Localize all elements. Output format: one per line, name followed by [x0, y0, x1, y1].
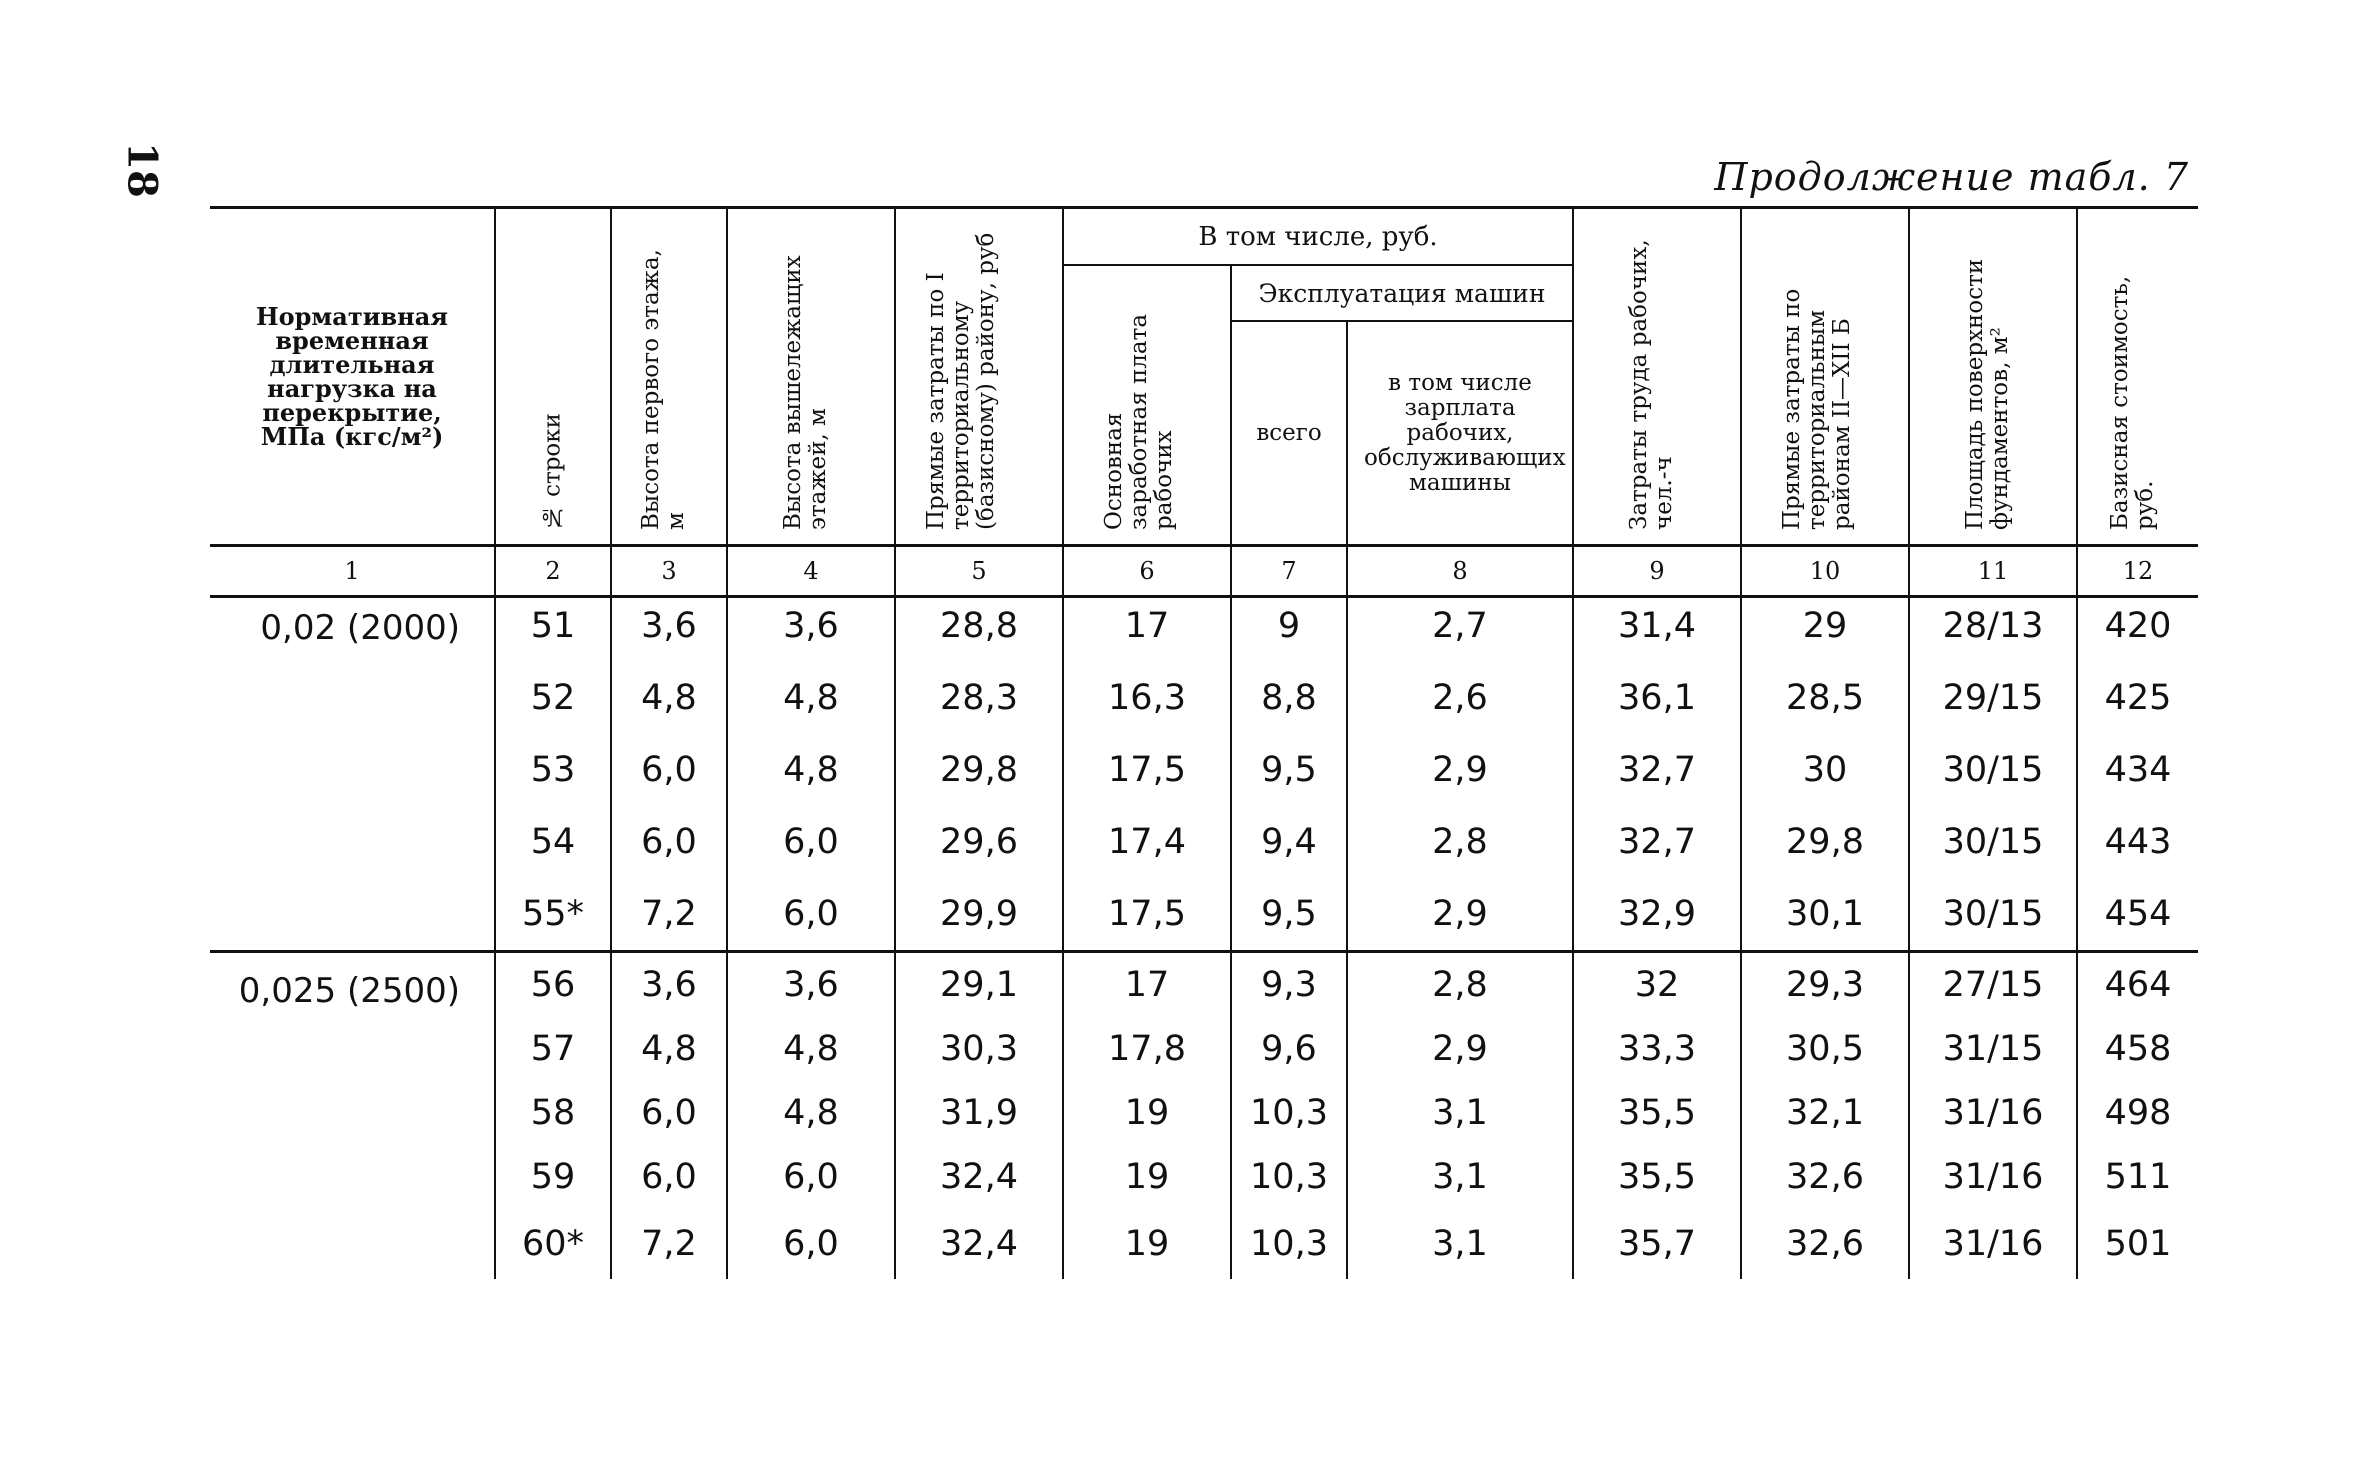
header-machines-wages-label: в том числе зарплата рабочих, обслуживающих машины [1364, 369, 1566, 496]
header-load [210, 208, 495, 546]
table-cell: 17 [1063, 590, 1231, 662]
header-row-no [495, 208, 611, 546]
table-caption: Продолжение табл. 7 [1714, 155, 2189, 199]
table-cell: 52 [495, 662, 611, 734]
table-cell: 54 [495, 806, 611, 878]
table-cell: 32,6 [1741, 1145, 1909, 1209]
table-cell: 29,1 [895, 952, 1063, 1018]
header-wages-label: Основная заработная плата рабочих [1101, 313, 1177, 530]
header-row-no-label: № строки [539, 412, 566, 530]
table-cell: 2,9 [1347, 1017, 1573, 1081]
header-direct-2-12-label: Прямые затраты по территориальным районам II—XII Б [1779, 288, 1856, 530]
table-cell: 29/15 [1909, 662, 2077, 734]
table-row [210, 806, 2198, 878]
table-cell: 10,3 [1231, 1081, 1347, 1145]
table-cell: 3,1 [1347, 1081, 1573, 1145]
table-cell: 2,9 [1347, 878, 1573, 952]
table-cell: 425 [2077, 662, 2198, 734]
table-cell: 8,8 [1231, 662, 1347, 734]
col-number: 9 [1573, 546, 1741, 597]
table-cell: 3,1 [1347, 1145, 1573, 1209]
table-cell: 30,1 [1741, 878, 1909, 952]
col-number: 6 [1063, 546, 1231, 597]
table-row [210, 1017, 2198, 1081]
table-cell: 434 [2077, 734, 2198, 806]
table-cell: 2,8 [1347, 806, 1573, 878]
table-cell: 454 [2077, 878, 2198, 952]
header-machines-wages [1347, 321, 1573, 546]
table-cell: 32 [1573, 952, 1741, 1018]
table-cell: 19 [1063, 1081, 1231, 1145]
table-cell: 4,8 [727, 662, 895, 734]
table-cell: 7,2 [611, 1209, 727, 1279]
table-cell: 17,5 [1063, 734, 1231, 806]
table-cell: 27/15 [1909, 952, 2077, 1018]
table-cell: 28/13 [1909, 590, 2077, 662]
table-cell: 3,1 [1347, 1209, 1573, 1279]
table-cell: 28,3 [895, 662, 1063, 734]
table-cell: 30,5 [1741, 1017, 1909, 1081]
header-base-cost-label: Базисная стоимость, руб. [2107, 275, 2159, 530]
table-row [210, 878, 2198, 952]
table-cell: 6,0 [727, 1209, 895, 1279]
load-cell: 0,02 (2000) [210, 590, 495, 952]
table-cell: 32,4 [895, 1145, 1063, 1209]
table-cell: 60* [495, 1209, 611, 1279]
table-cell: 30/15 [1909, 878, 2077, 952]
header-foundation-area [1909, 208, 2077, 546]
col-number: 5 [895, 546, 1063, 597]
table-cell: 31/15 [1909, 1017, 2077, 1081]
header-group-total [1063, 208, 1573, 266]
header-h-first-label: Высота первого этажа, м [638, 249, 689, 530]
col-number: 1 [210, 546, 495, 597]
table-cell: 29,8 [1741, 806, 1909, 878]
col-number: 10 [1741, 546, 1909, 597]
table-cell: 17,5 [1063, 878, 1231, 952]
table-row [210, 590, 2198, 662]
table-cell: 28,5 [1741, 662, 1909, 734]
table-cell: 501 [2077, 1209, 2198, 1279]
table-cell: 511 [2077, 1145, 2198, 1209]
table-cell: 10,3 [1231, 1145, 1347, 1209]
table-cell: 2,8 [1347, 952, 1573, 1018]
table-row [210, 1081, 2198, 1145]
col-number: 12 [2077, 546, 2198, 597]
table-cell: 31,9 [895, 1081, 1063, 1145]
table-cell: 9,5 [1231, 878, 1347, 952]
table-row [210, 734, 2198, 806]
table-cell: 6,0 [727, 806, 895, 878]
table-cell: 3,6 [611, 952, 727, 1018]
table-cell: 6,0 [727, 878, 895, 952]
table-cell: 3,6 [611, 590, 727, 662]
header-group-total-label: В том числе, руб. [1198, 221, 1438, 252]
header-direct-1 [895, 208, 1063, 546]
load-cell: 0,025 (2500) [238, 971, 460, 1011]
table-cell: 16,3 [1063, 662, 1231, 734]
table-cell: 35,7 [1573, 1209, 1741, 1279]
header-wages [1063, 265, 1231, 546]
table-cell: 33,3 [1573, 1017, 1741, 1081]
col-number: 2 [495, 546, 611, 597]
table-cell: 6,0 [727, 1145, 895, 1209]
table-cell: 19 [1063, 1145, 1231, 1209]
table-cell: 35,5 [1573, 1145, 1741, 1209]
table-cell: 17,4 [1063, 806, 1231, 878]
table-cell: 19 [1063, 1209, 1231, 1279]
table-cell: 32,4 [895, 1209, 1063, 1279]
table-cell: 31/16 [1909, 1209, 2077, 1279]
header-base-cost [2077, 208, 2198, 546]
table-cell: 3,6 [727, 952, 895, 1018]
table-cell: 4,8 [611, 662, 727, 734]
table-cell: 9,5 [1231, 734, 1347, 806]
table-row [210, 952, 2198, 1018]
table-row [210, 1209, 2198, 1279]
table-cell: 498 [2077, 1081, 2198, 1145]
header-h-upper-label: Высота вышележащих этажей, м [780, 255, 831, 530]
col-number: 3 [611, 546, 727, 597]
table-cell: 2,9 [1347, 734, 1573, 806]
table-cell: 29 [1741, 590, 1909, 662]
table-cell: 9,3 [1231, 952, 1347, 1018]
table-cell: 7,2 [611, 878, 727, 952]
col-number: 8 [1347, 546, 1573, 597]
table-cell: 55* [495, 878, 611, 952]
table-cell: 9 [1231, 590, 1347, 662]
table-cell: 30/15 [1909, 806, 2077, 878]
table-cell: 3,6 [727, 590, 895, 662]
table-cell: 6,0 [611, 1081, 727, 1145]
table-cell: 29,9 [895, 878, 1063, 952]
table-cell: 28,8 [895, 590, 1063, 662]
table-cell: 30/15 [1909, 734, 2077, 806]
table-cell: 17 [1063, 952, 1231, 1018]
header-direct-1-label: Прямые затраты по I территориальному (базисному) району, руб [923, 232, 999, 530]
header-machines-total [1231, 321, 1347, 546]
table-cell: 458 [2077, 1017, 2198, 1081]
table-cell: 58 [495, 1081, 611, 1145]
table-header [210, 206, 2198, 598]
table-cell: 32,9 [1573, 878, 1741, 952]
table-cell: 464 [2077, 952, 2198, 1018]
table-cell: 4,8 [727, 734, 895, 806]
header-load-label: Нормативная временная длительная нагрузка на перекрытие, МПа (кгс/м²) [255, 301, 449, 451]
table-cell: 9,6 [1231, 1017, 1347, 1081]
table-cell: 6,0 [611, 734, 727, 806]
table-cell: 30 [1741, 734, 1909, 806]
table-row [210, 1145, 2198, 1209]
table-cell: 4,8 [611, 1017, 727, 1081]
table-cell: 53 [495, 734, 611, 806]
header-h-upper [727, 208, 895, 546]
table-body [210, 590, 2198, 1279]
table-cell: 57 [495, 1017, 611, 1081]
table-cell: 32,7 [1573, 806, 1741, 878]
table-cell: 443 [2077, 806, 2198, 878]
table-cell: 51 [495, 590, 611, 662]
header-machines-total-label: всего [1256, 419, 1322, 446]
table-cell: 6,0 [611, 806, 727, 878]
table-cell: 36,1 [1573, 662, 1741, 734]
table-cell: 32,6 [1741, 1209, 1909, 1279]
col-number: 11 [1909, 546, 2077, 597]
table-cell: 420 [2077, 590, 2198, 662]
table-cell: 2,7 [1347, 590, 1573, 662]
header-machines-label: Эксплуатация машин [1258, 278, 1546, 308]
table-cell: 31/16 [1909, 1081, 2077, 1145]
page-number: 18 [118, 142, 166, 198]
col-number: 7 [1231, 546, 1347, 597]
table-cell: 29,3 [1741, 952, 1909, 1018]
header-direct-2-12 [1741, 208, 1909, 546]
table-cell: 31,4 [1573, 590, 1741, 662]
table-cell: 4,8 [727, 1081, 895, 1145]
header-h-first [611, 208, 727, 546]
col-number: 4 [727, 546, 895, 597]
table-cell: 32,7 [1573, 734, 1741, 806]
table-cell: 29,8 [895, 734, 1063, 806]
table-cell: 35,5 [1573, 1081, 1741, 1145]
table-cell: 10,3 [1231, 1209, 1347, 1279]
table-cell: 29,6 [895, 806, 1063, 878]
table-cell: 2,6 [1347, 662, 1573, 734]
table-cell: 4,8 [727, 1017, 895, 1081]
header-machines [1231, 265, 1573, 321]
table-cell: 32,1 [1741, 1081, 1909, 1145]
table-cell: 59 [495, 1145, 611, 1209]
table-cell: 17,8 [1063, 1017, 1231, 1081]
header-foundation-area-label: Площадь поверхности фундаментов, м² [1962, 258, 2014, 530]
table-row [210, 662, 2198, 734]
header-labor-label: Затраты труда рабочих, чел.-ч [1626, 239, 1678, 530]
table-cell: 31/16 [1909, 1145, 2077, 1209]
table-cell: 56 [495, 952, 611, 1018]
table-cell: 30,3 [895, 1017, 1063, 1081]
header-labor [1573, 208, 1741, 546]
table-cell: 9,4 [1231, 806, 1347, 878]
table-cell: 6,0 [611, 1145, 727, 1209]
